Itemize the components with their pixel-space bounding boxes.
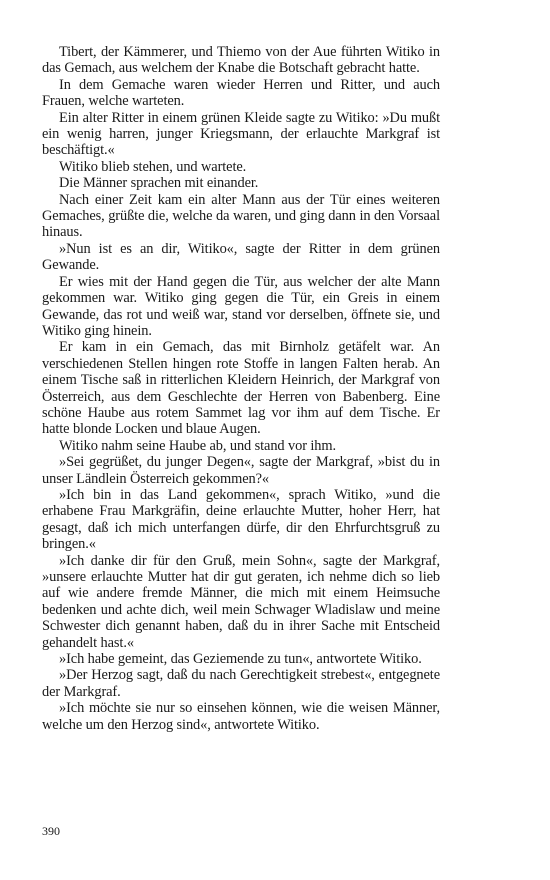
paragraph-2: In dem Gemache waren wieder Herren und Ritter, und auch Frauen, welche warteten.: [42, 76, 440, 110]
paragraph-11: »Sei gegrüßet, du junger Degen«, sagte der Markgraf, »bist du in unser Ländlein Österreich gekommen?«: [42, 454, 440, 487]
paragraph-12: »Ich bin in das Land gekommen«, sprach Witiko, »und die erhabene Frau Markgräfin, deine erlauchte Mutter, hoher Herr, hat gesagt, daß ich mich unterfangen dürfe, dir den Ehrfurchtsgruß zu bringen.«: [42, 486, 440, 553]
paragraph-14: »Ich habe gemeint, das Geziemende zu tun«, antwortete Witiko.: [59, 651, 422, 668]
paragraph-8: Er wies mit der Hand gegen die Tür, aus welcher der alte Mann gekommen war. Witiko ging gegen die Tür, ein Greis in einem Gewande, das rot und weiß war, stand vor derselben, öffnete sie, und Witiko ging hinein.: [42, 273, 440, 339]
page-body: [42, 44, 440, 733]
paragraph-15: »Der Herzog sagt, daß du nach Gerechtigkeit strebest«, entgegnete der Markgraf.: [42, 667, 440, 700]
paragraph-1: Tibert, der Kämmerer, und Thiemo von der Aue führten Witiko in das Gemach, aus welchem der Knabe die Botschaft gebracht hatte.: [42, 44, 440, 77]
paragraph-7: »Nun ist es an dir, Witiko«, sagte der Ritter in dem grünen Gewande.: [42, 240, 440, 274]
page-number: 390: [42, 824, 60, 838]
paragraph-13: »Ich danke dir für den Gruß, mein Sohn«, sagte der Markgraf, »unsere erlauchte Mutter hat dir gut geraten, ich nehme dich so lieb auf wie andere fremde Männer, die mich mit einem Heimsuche bedenken und achte dich, weil mein Schwager Wladislaw und meine Schwester dich genannt haben, daß du in ihrer Sache mit Entscheid gehandelt hast.«: [42, 552, 440, 651]
paragraph-10: Witiko nahm seine Haube ab, und stand vor ihm.: [59, 437, 336, 454]
paragraph-3: Ein alter Ritter in einem grünen Kleide sagte zu Witiko: »Du mußt ein wenig harren, junger Kriegsmann, der erlauchte Markgraf ist beschäftigt.«: [42, 109, 440, 159]
paragraph-16: »Ich möchte sie nur so einsehen können, wie die weisen Männer, welche um den Herzog sind«, antwortete Witiko.: [42, 700, 440, 733]
paragraph-5: Die Männer sprachen mit einander.: [59, 175, 259, 192]
paragraph-6: Nach einer Zeit kam ein alter Mann aus der Tür eines weiteren Gemaches, grüßte die, welche da waren, und ging dann in den Vorsaal hinaus.: [42, 191, 440, 241]
paragraph-4: Witiko blieb stehen, und wartete.: [59, 158, 247, 175]
paragraph-9: Er kam in ein Gemach, das mit Birnholz getäfelt war. An verschiedenen Stellen hingen rote Stoffe in langen Falten herab. An einem Tische saß in ritterlichen Kleidern Heinrich, der Markgraf von Österreich, aus dem Geschlechte der Herren von Babenberg. Eine schöne Haube aus rotem Sammet lag vor ihm auf dem Tische. Er hatte blonde Locken und blaue Augen.: [42, 339, 440, 438]
